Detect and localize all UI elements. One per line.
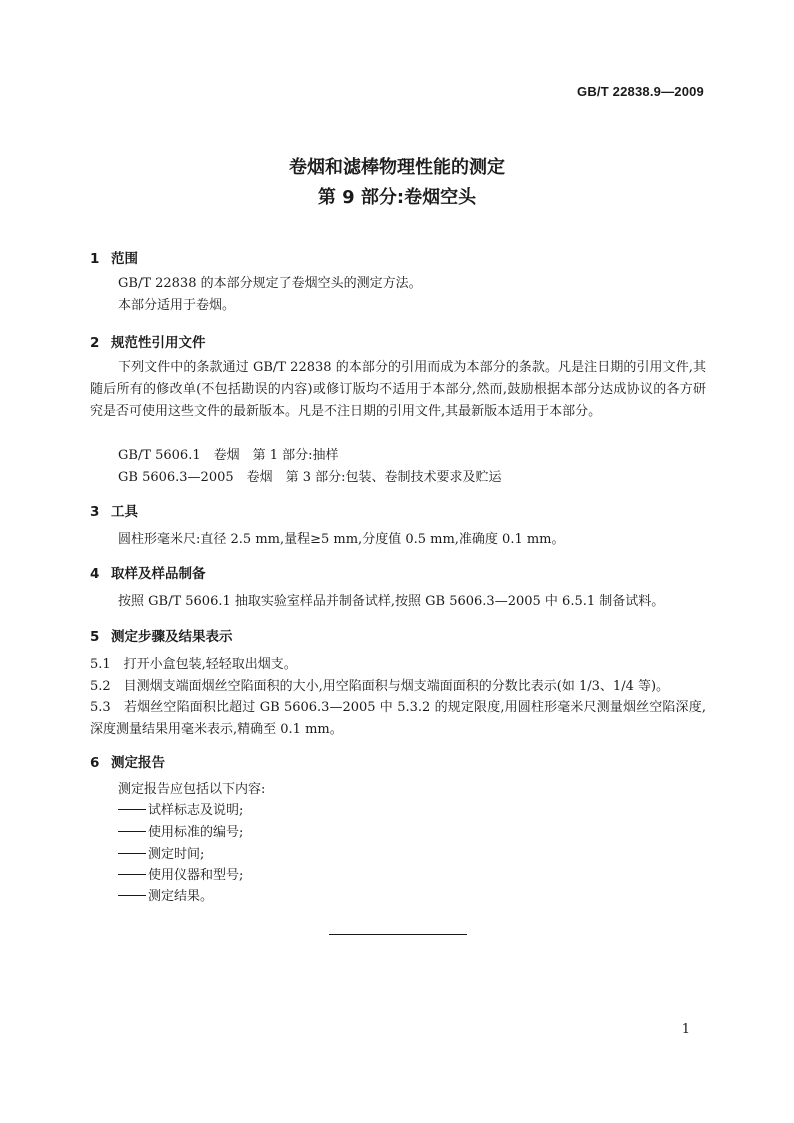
paragraph: GB/T 22838 的本部分规定了卷烟空头的测定方法。 bbox=[118, 276, 422, 291]
paragraph: 圆柱形毫米尺:直径 2.5 mm,量程≥5 mm,分度值 0.5 mm,准确度 0.1 mm。 bbox=[118, 532, 565, 547]
list-item: 测定时间; bbox=[118, 844, 204, 866]
section-heading-2 bbox=[90, 331, 206, 351]
section-number: 6 bbox=[90, 755, 100, 771]
section-title: 规范性引用文件 bbox=[111, 335, 206, 351]
clause: 5.2 目测烟支端面烟丝空陷面积的大小,用空陷面积与烟支端面面积的分数比表示(如 1/3、1/4 等)。 bbox=[90, 679, 670, 694]
section-heading-6 bbox=[90, 751, 165, 771]
section-number: 1 bbox=[90, 251, 100, 267]
em-dash-mark bbox=[118, 831, 146, 832]
section-title: 测定步骤及结果表示 bbox=[111, 629, 233, 645]
standard-code: GB/T 22838.9—2009 bbox=[577, 84, 704, 99]
section-number: 5 bbox=[90, 629, 100, 645]
em-dash-mark bbox=[118, 874, 146, 875]
section-title: 范围 bbox=[111, 251, 138, 267]
em-dash-mark bbox=[118, 809, 146, 810]
section-number: 4 bbox=[90, 566, 100, 582]
paragraph: 本部分适用于卷烟。 bbox=[118, 298, 236, 313]
section-heading-3 bbox=[90, 500, 138, 520]
section-title: 取样及样品制备 bbox=[111, 566, 206, 582]
section-heading-5 bbox=[90, 625, 233, 645]
list-item: 使用仪器和型号; bbox=[118, 865, 243, 887]
clause: 5.3 若烟丝空陷面积比超过 GB 5606.3—2005 中 5.3.2 的规定限度,用圆柱形毫米尺测量烟丝空陷深度,深度测量结果用毫米表示,精确至 0.1 mm。 bbox=[90, 700, 706, 737]
list-item: 测定结果。 bbox=[118, 886, 213, 908]
page-number: 1 bbox=[681, 1022, 690, 1037]
clause: 5.1 打开小盒包装,轻轻取出烟支。 bbox=[90, 657, 297, 672]
end-rule bbox=[329, 934, 467, 935]
paragraph: 按照 GB/T 5606.1 抽取实验室样品并制备试样,按照 GB 5606.3—2005 中 6.5.1 制备试料。 bbox=[118, 594, 665, 609]
reference-item: GB/T 5606.1 卷烟 第 1 部分:抽样 bbox=[118, 448, 339, 463]
em-dash-mark bbox=[118, 853, 146, 854]
section-title: 工具 bbox=[111, 504, 138, 520]
list-item: 试样标志及说明; bbox=[118, 800, 243, 822]
paragraph: 测定报告应包括以下内容: bbox=[118, 782, 266, 797]
section-number: 2 bbox=[90, 335, 100, 351]
section-title: 测定报告 bbox=[111, 755, 165, 771]
document-subtitle: 第 9 部分:卷烟空头 bbox=[317, 187, 477, 208]
section-number: 3 bbox=[90, 504, 100, 520]
reference-item: GB 5606.3—2005 卷烟 第 3 部分:包装、卷制技术要求及贮运 bbox=[118, 470, 502, 485]
section-heading-1 bbox=[90, 247, 138, 267]
document-title: 卷烟和滤棒物理性能的测定 bbox=[289, 157, 505, 178]
section-heading-4 bbox=[90, 562, 206, 582]
list-item: 使用标准的编号; bbox=[118, 822, 243, 844]
paragraph: 下列文件中的条款通过 GB/T 22838 的本部分的引用而成为本部分的条款。凡是注日期的引用文件,其随后所有的修改单(不包括勘误的内容)或修订版均不适用于本部分,然而,鼓励根据本部分达成协议的各方研究是否可使用这些文件的最新版本。凡是不注日期的引用文件,其最新版本适用于本部分。 bbox=[90, 360, 706, 419]
em-dash-mark bbox=[118, 895, 146, 896]
